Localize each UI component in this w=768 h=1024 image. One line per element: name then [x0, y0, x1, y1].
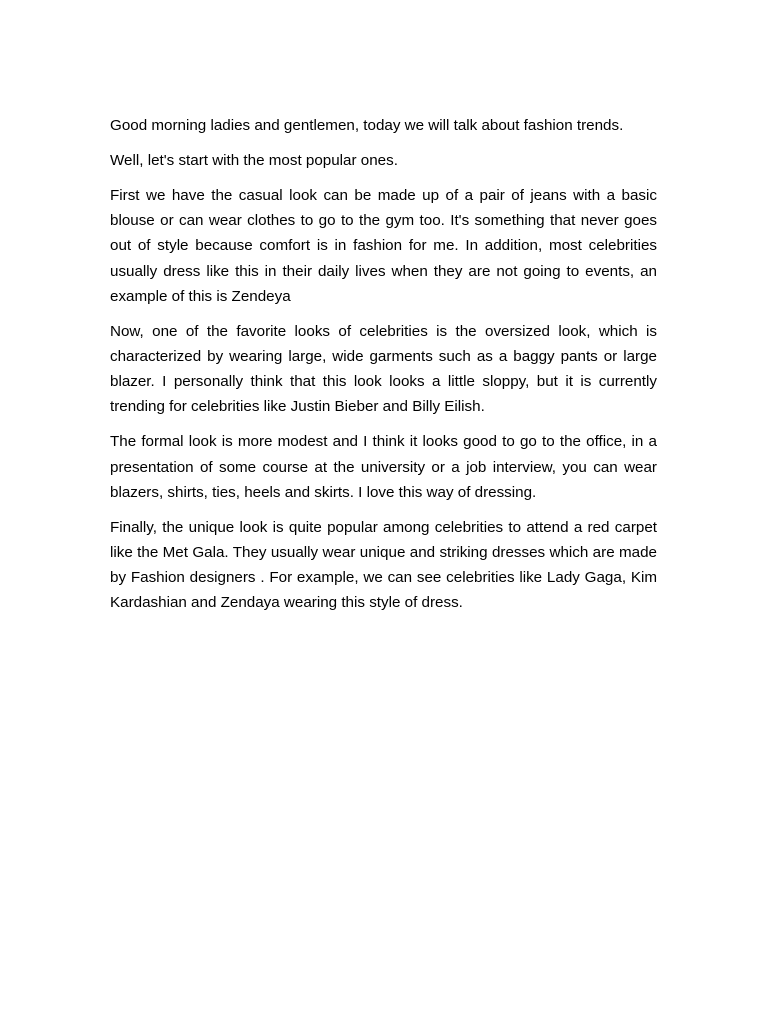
paragraph-greeting: Good morning ladies and gentlemen, today we will talk about fashion trends.	[110, 117, 624, 134]
paragraph-unique-look: Finally, the unique look is quite popular among celebrities to attend a red carpet like the Met Gala. They usually wear unique and striking dresses which are made by Fashion designers . For example, we can see celebrities like Lady Gaga, Kim Kardashian and Zendaya wearing this style of dress.	[110, 518, 657, 612]
paragraph-intro: Well, let's start with the most popular ones.	[110, 152, 398, 169]
paragraph-casual-look: First we have the casual look can be made up of a pair of jeans with a basic blouse or can wear clothes to go to the gym too. It's something that never goes out of style because comfort is in fashion for me. In addition, most celebrities usually dress like this in their daily lives when they are not going to events, an example of this is Zendeya	[110, 187, 657, 305]
paragraph-oversized-look: Now, one of the favorite looks of celebrities is the oversized look, which is characterized by wearing large, wide garments such as a baggy pants or large blazer. I personally think that this look looks a little sloppy, but it is currently trending for celebrities like Justin Bieber and Billy Eilish.	[110, 322, 657, 416]
document-body	[110, 113, 657, 625]
paragraph-formal-look: The formal look is more modest and I think it looks good to go to the office, in a presentation of some course at the university or a job interview, you can wear blazers, shirts, ties, heels and skirts. I love this way of dressing.	[110, 433, 657, 501]
